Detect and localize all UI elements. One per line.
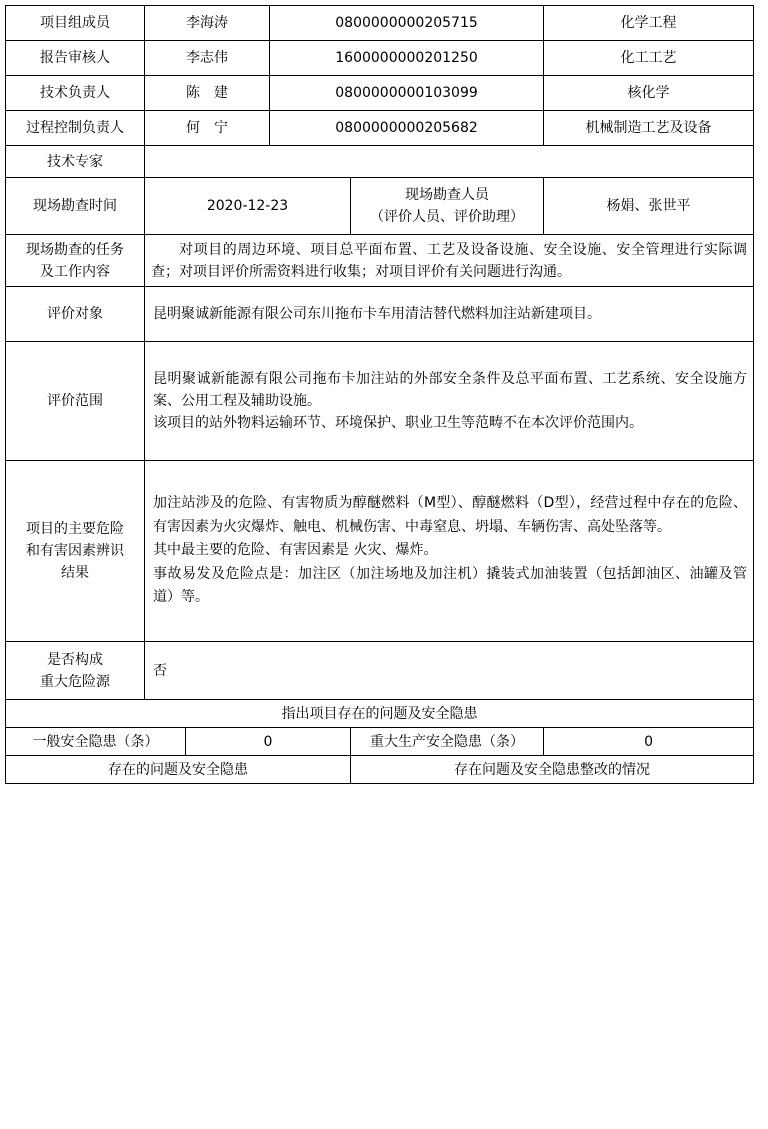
- issues-column-right: 存在问题及安全隐患整改的情况: [351, 756, 754, 784]
- task-row: [6, 235, 754, 287]
- major-hazard-value: 否: [145, 642, 754, 700]
- personnel-table: [5, 5, 754, 784]
- issues-column-left: 存在的问题及安全隐患: [6, 756, 351, 784]
- tech-expert-row: [6, 146, 754, 178]
- tech-expert-label: 技术专家: [6, 146, 145, 178]
- staff-row: [6, 111, 754, 146]
- staff-major: 化工工艺: [544, 41, 754, 76]
- staff-row: [6, 76, 754, 111]
- staff-cert-number: 1600000000201250: [270, 41, 544, 76]
- object-row: [6, 287, 754, 342]
- hazard-row: [6, 461, 754, 642]
- staff-major: 机械制造工艺及设备: [544, 111, 754, 146]
- survey-staff-label-line1: 现场勘查人员: [405, 187, 490, 203]
- survey-time-label: 现场勘查时间: [6, 178, 145, 235]
- major-hazard-row: [6, 642, 754, 700]
- task-content-text: 对项目的周边环境、项目总平面布置、工艺及设备设施、安全设施、安全管理进行实际调查；对项目评价所需资料进行收集；对项目评价有关问题进行沟通。: [151, 241, 748, 280]
- survey-staff-value: 杨娟、张世平: [544, 178, 754, 235]
- issues-columns-row: [6, 756, 754, 784]
- major-hazard-count-label: 重大生产安全隐患（条）: [351, 728, 544, 756]
- staff-role: 报告审核人: [6, 41, 145, 76]
- task-label-line1: 现场勘查的任务: [26, 241, 124, 258]
- task-label: [6, 235, 145, 287]
- task-label-line2: 及工作内容: [40, 263, 110, 280]
- staff-cert-number: 0800000000103099: [270, 76, 544, 111]
- hazard-label-line2: 和有害因素辨识: [26, 543, 124, 559]
- hazard-para-1: 加注站涉及的危险、有害物质为醇醚燃料（M型）、醇醚燃料（D型），经营过程中存在的危险、有害因素为火灾爆炸、触电、机械伤害、中毒窒息、坍塌、车辆伤害、高处坠落等。: [153, 495, 748, 535]
- staff-row: [6, 6, 754, 41]
- staff-cert-number: 0800000000205682: [270, 111, 544, 146]
- hazard-para-3: 事故易发及危险点是：加注区（加注场地及加注机）撬装式加油装置（包括卸油区、油罐及管道）等。: [153, 565, 748, 606]
- object-content: 昆明聚诚新能源有限公司东川拖布卡车用清洁替代燃料加注站新建项目。: [145, 287, 754, 342]
- survey-staff-label: [351, 178, 544, 235]
- staff-role: 技术负责人: [6, 76, 145, 111]
- survey-time-value: 2020-12-23: [145, 178, 351, 235]
- task-content: [145, 235, 754, 287]
- major-hazard-label-line1: 是否构成: [47, 651, 103, 668]
- major-hazard-label-line2: 重大危险源: [40, 673, 110, 690]
- major-hazard-label: [6, 642, 145, 700]
- staff-name: 李海涛: [145, 6, 270, 41]
- staff-cert-number: 0800000000205715: [270, 6, 544, 41]
- hazard-content: [145, 461, 754, 642]
- issues-heading: 指出项目存在的问题及安全隐患: [6, 700, 754, 728]
- scope-line-1: 昆明聚诚新能源有限公司拖布卡加注站的外部安全条件及总平面布置、工艺系统、安全设施方案、公用工程及辅助设施。: [153, 371, 748, 409]
- hazard-label-line3: 结果: [61, 565, 89, 581]
- survey-staff-label-line2: （评价人员、评价助理）: [370, 209, 525, 225]
- staff-row: [6, 41, 754, 76]
- hazard-para-2: 其中最主要的危险、有害因素是 火灾、爆炸。: [153, 542, 438, 559]
- scope-content: [145, 342, 754, 461]
- object-label: 评价对象: [6, 287, 145, 342]
- issues-count-row: [6, 728, 754, 756]
- scope-label: 评价范围: [6, 342, 145, 461]
- tech-expert-value: [145, 146, 754, 178]
- staff-name: 陈 建: [145, 76, 270, 111]
- scope-line-2: 该项目的站外物料运输环节、环境保护、职业卫生等范畴不在本次评价范围内。: [153, 415, 643, 431]
- staff-role: 项目组成员: [6, 6, 145, 41]
- staff-role: 过程控制负责人: [6, 111, 145, 146]
- scope-row: [6, 342, 754, 461]
- staff-major: 核化学: [544, 76, 754, 111]
- staff-name: 何 宁: [145, 111, 270, 146]
- safety-assessment-form: [5, 5, 753, 784]
- general-hazard-label: 一般安全隐患（条）: [6, 728, 186, 756]
- issues-heading-row: [6, 700, 754, 728]
- survey-row: [6, 178, 754, 235]
- major-hazard-count: 0: [544, 728, 754, 756]
- hazard-label: [6, 461, 145, 642]
- general-hazard-count: 0: [186, 728, 351, 756]
- staff-name: 李志伟: [145, 41, 270, 76]
- staff-major: 化学工程: [544, 6, 754, 41]
- hazard-label-line1: 项目的主要危险: [26, 521, 124, 537]
